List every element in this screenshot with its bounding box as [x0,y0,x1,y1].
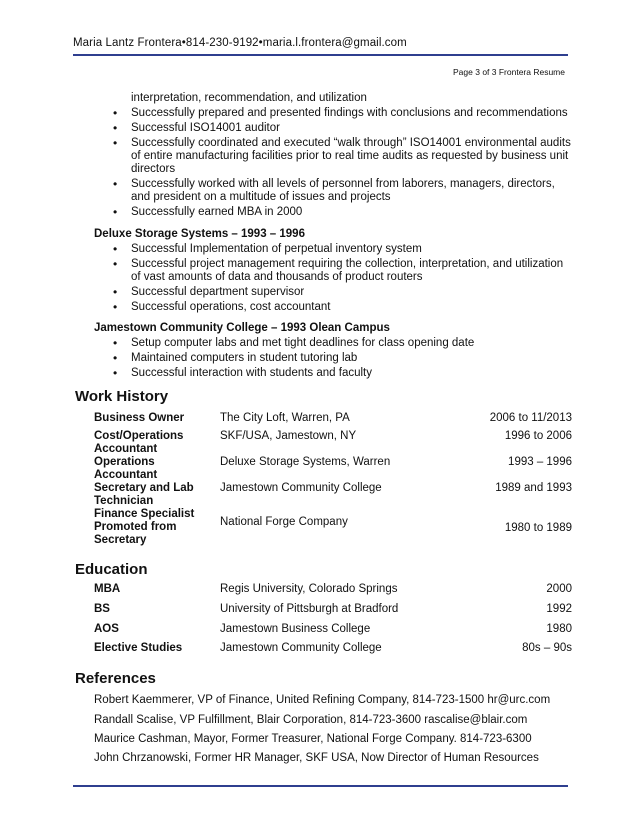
jcc-bullets [113,337,573,382]
degree: BS [94,603,110,615]
job-title: Operations Accountant [94,456,158,481]
education-heading: Education [75,561,148,578]
school: Jamestown Business College [220,623,371,635]
reference-item: Robert Kaemmerer, VP of Finance, United Refining Company, 814-723-1500 hr@urc.com [94,694,551,706]
job-title: Cost/Operations Accountant [94,430,184,455]
job-dates: 1996 to 2006 [504,430,572,442]
deluxe-title: Deluxe Storage Systems – 1993 – 1996 [94,228,305,240]
deluxe-bullets [113,243,573,316]
degree-year: 80s – 90s [522,642,572,654]
bullet-item: • Setup computer labs and met tight deadlines for class opening date [113,337,573,350]
contact-line: Maria Lantz Frontera•814-230-9192•maria.l.frontera@gmail.com [73,37,407,49]
bullet-item: • Successfully earned MBA in 2000 [113,206,573,219]
bullet-item: • Successful Implementation of perpetual inventory system [113,243,573,256]
bullet-item: • Successfully worked with all levels of personnel from laborers, managers, directors, and president on a multitude of issues and projects [113,178,573,204]
bullet-item: • Successful project management requiring the collection, interpretation, and utilization of vast amounts of data and thousands of product routers [113,258,573,284]
degree-year: 1980 [546,623,572,635]
reference-item: Randall Scalise, VP Fulfillment, Blair Corporation, 814-723-3600 rascalise@blair.com [94,714,528,726]
job-dates: 1989 and 1993 [495,482,572,494]
degree-year: 1992 [546,603,572,615]
degree: MBA [94,583,121,595]
bullet-item: • Successful interaction with students and faculty [113,367,573,380]
school: Regis University, Colorado Springs [220,583,398,595]
prev-section-bullets [113,107,573,221]
job-dates: 1993 – 1996 [508,456,572,468]
bullet-item: • Successful ISO14001 auditor [113,122,573,135]
bullet-item: • Successful operations, cost accountant [113,301,573,314]
header-rule [73,54,568,56]
school: Jamestown Community College [220,642,382,654]
employer: National Forge Company [220,516,348,528]
bullet-item: • Successfully prepared and presented findings with conclusions and recommendations [113,107,573,120]
employer: SKF/USA, Jamestown, NY [220,430,357,442]
footer-rule [73,785,568,787]
work-history-heading: Work History [75,388,169,405]
job-title: Finance Specialist Promoted from Secretary [94,508,195,546]
job-dates: 2006 to 11/2013 [489,412,572,424]
degree-year: 2000 [546,583,572,595]
jcc-title: Jamestown Community College – 1993 Olean Campus [94,322,390,334]
employer: Deluxe Storage Systems, Warren [220,456,391,468]
bullet-item: • Maintained computers in student tutoring lab [113,352,573,365]
job-dates: 1980 to 1989 [504,522,572,534]
job-title: Business Owner [94,412,185,424]
job-title: Secretary and Lab Technician [94,482,194,507]
employer: Jamestown Community College [220,482,382,494]
bullet-item: • Successful department supervisor [113,286,573,299]
degree: Elective Studies [94,642,183,654]
page-number-label: Page 3 of 3 Frontera Resume [453,67,565,77]
reference-item: Maurice Cashman, Mayor, Former Treasurer, National Forge Company. 814-723-6300 [94,733,532,745]
degree: AOS [94,623,119,635]
employer: The City Loft, Warren, PA [220,412,350,424]
references-heading: References [75,670,156,687]
bullet-item: • Successfully coordinated and executed “walk through” ISO14001 environmental audits of entire manufacturing facilities prior to real time audits as requested by business unit directors [113,137,573,176]
continued-text: interpretation, recommendation, and utilization [131,92,367,104]
school: University of Pittsburgh at Bradford [220,603,399,615]
reference-item: John Chrzanowski, Former HR Manager, SKF USA, Now Director of Human Resources [94,752,539,764]
